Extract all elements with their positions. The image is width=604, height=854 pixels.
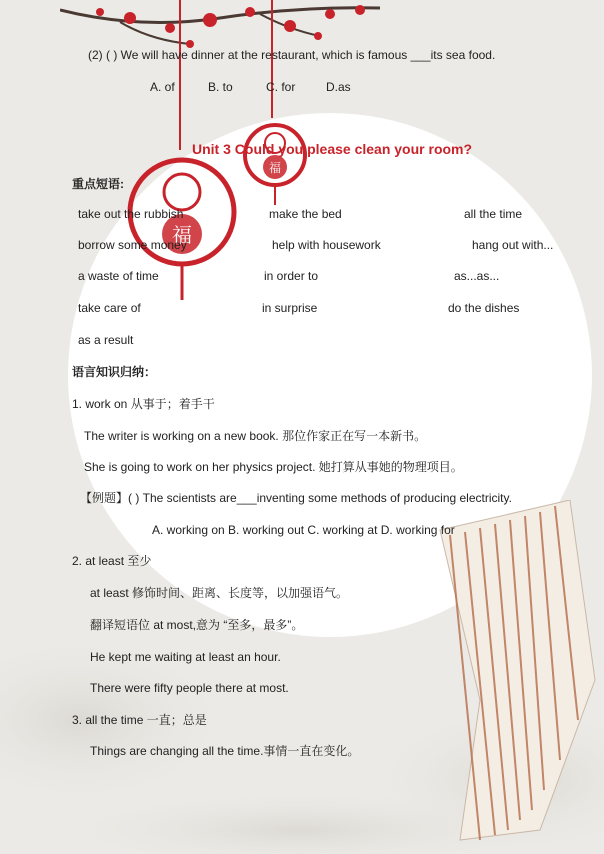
item1-head: 1. work on 从事于；着手干 — [72, 397, 215, 411]
phrases-heading: 重点短语: — [72, 177, 124, 191]
phrase: a waste of time — [78, 269, 159, 283]
phrase: in surprise — [262, 301, 318, 315]
phrase: borrow some money — [78, 238, 187, 252]
item3-head: 3. all the time 一直；总是 — [72, 713, 207, 727]
item1-question: 【例题】( ) The scientists are___inventing some methods of producing electricity. — [80, 491, 512, 505]
striped-cloth-icon — [420, 500, 600, 850]
top-question-option-a: A. of — [150, 80, 175, 94]
unit-title: Unit 3 Could you please clean your room? — [192, 141, 473, 157]
phrase: hang out with... — [472, 238, 554, 252]
phrase: take out the rubbish — [78, 207, 184, 221]
knowledge-heading: 语言知识归纳： — [72, 365, 157, 379]
top-question-option-d: D.as — [326, 80, 351, 94]
top-question-stem: (2) ( ) We will have dinner at the restaurant, which is famous ___its sea food. — [88, 48, 496, 62]
phrase: all the time — [464, 207, 523, 221]
item3-line1: Things are changing all the time.事情一直在变化。 — [90, 744, 360, 758]
phrase: help with housework — [272, 238, 381, 252]
item2-line1: at least 修饰时间、距离、长度等，以加强语气。 — [90, 586, 349, 600]
phrase: as...as... — [454, 269, 500, 283]
item1-example2: She is going to work on her physics project. 她打算从事她的物理项目。 — [84, 460, 463, 474]
item2-line2: 翻译短语位 at most,意为 “至多，最多”。 — [90, 618, 304, 632]
item2-head: 2. at least 至少 — [72, 554, 152, 568]
item1-options: A. working on B. working out C. working at D. working for — [152, 523, 455, 537]
item2-line4: There were fifty people there at most. — [90, 681, 289, 695]
top-question-option-c: C. for — [266, 80, 296, 94]
svg-text:福: 福 — [268, 161, 282, 175]
phrase: as a result — [78, 333, 134, 347]
svg-text:福: 福 — [172, 223, 192, 247]
top-question-option-b: B. to — [208, 80, 233, 94]
phrase: make the bed — [269, 207, 342, 221]
phrase: in order to — [264, 269, 319, 283]
item2-line3: He kept me waiting at least an hour. — [90, 650, 281, 664]
phrase: do the dishes — [448, 301, 520, 315]
item1-example1: The writer is working on a new book. 那位作家正在写一本新书。 — [84, 429, 427, 443]
red-lantern-small-icon — [240, 115, 310, 205]
phrase: take care of — [78, 301, 141, 315]
